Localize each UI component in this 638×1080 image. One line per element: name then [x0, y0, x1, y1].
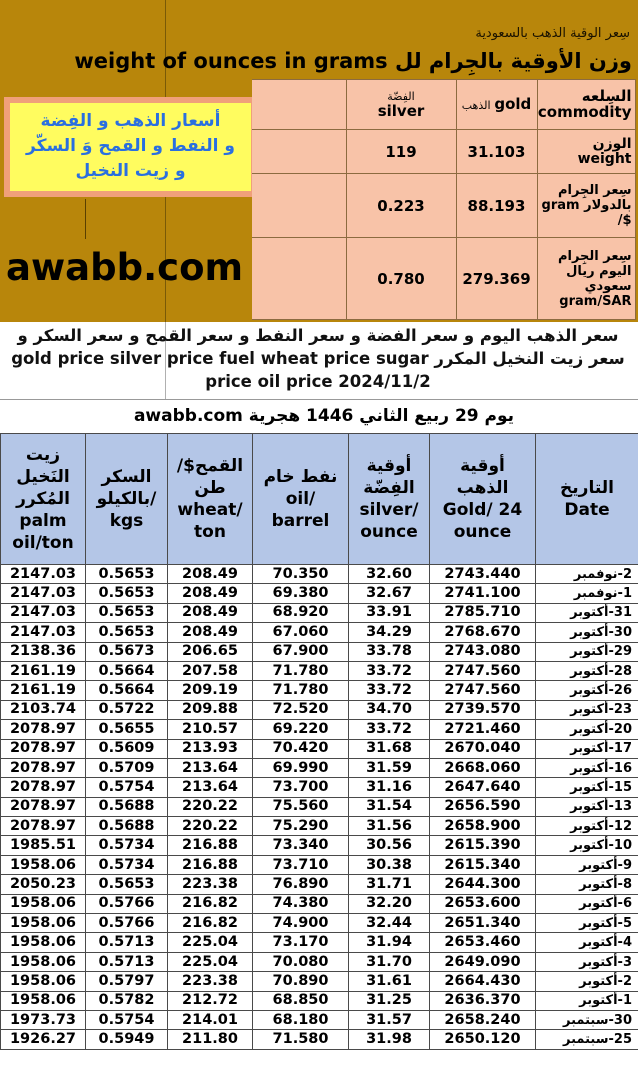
promo-line: و النفط و القمح وَ السكّر — [26, 136, 235, 156]
table-row — [1, 661, 638, 680]
cell-sugar: 0.5782 — [86, 991, 168, 1010]
cell-gold: 2636.370 — [430, 991, 536, 1010]
table-row — [1, 1030, 638, 1049]
cell-gold: 2747.560 — [430, 681, 536, 700]
cell-date: 25-سبتمبر — [536, 1030, 638, 1049]
cell-sugar: 0.5734 — [86, 855, 168, 874]
cell-date: 17-أكتوبر — [536, 739, 638, 758]
cell-palm: 2147.03 — [1, 584, 86, 603]
cell-silver: 31.68 — [349, 739, 430, 758]
banner-title-en: weight of ounces in grams — [74, 49, 388, 73]
cell-wheat: 220.22 — [168, 817, 253, 836]
cell-wheat: 210.57 — [168, 720, 253, 739]
table-row — [1, 603, 638, 622]
cell-wheat: 216.82 — [168, 894, 253, 913]
cell-sugar: 0.5766 — [86, 914, 168, 933]
cell-date: 5-أكتوبر — [536, 914, 638, 933]
cell-palm: 1958.06 — [1, 894, 86, 913]
cell-date: 28-أكتوبر — [536, 661, 638, 680]
row-label: الوزن weight — [537, 130, 635, 174]
cell-sugar: 0.5713 — [86, 952, 168, 971]
cell-wheat: 213.64 — [168, 758, 253, 777]
cell-sugar: 0.5653 — [86, 623, 168, 642]
cell-silver: 31.16 — [349, 778, 430, 797]
cell-sugar: 0.5655 — [86, 720, 168, 739]
cell-sugar: 0.5653 — [86, 875, 168, 894]
cell-gold: 2743.440 — [430, 565, 536, 584]
table-row — [1, 855, 638, 874]
cell-palm: 2078.97 — [1, 739, 86, 758]
cell-date: 16-أكتوبر — [536, 758, 638, 777]
cell-sugar: 0.5673 — [86, 642, 168, 661]
cell-wheat: 216.82 — [168, 914, 253, 933]
cell-wheat: 216.88 — [168, 836, 253, 855]
cell-sugar: 0.5688 — [86, 817, 168, 836]
cell-palm: 2147.03 — [1, 603, 86, 622]
cell-sugar: 0.5949 — [86, 1030, 168, 1049]
cell-palm: 2161.19 — [1, 661, 86, 680]
cell-silver: 33.72 — [349, 681, 430, 700]
cell-oil: 76.890 — [253, 875, 349, 894]
ounce-table-empty-cell — [252, 80, 346, 130]
table-row — [1, 797, 638, 816]
cell-palm: 2078.97 — [1, 778, 86, 797]
cell-date: 31-أكتوبر — [536, 603, 638, 622]
cell-oil: 75.560 — [253, 797, 349, 816]
cell-silver: 32.60 — [349, 565, 430, 584]
date-line — [0, 400, 638, 434]
table-row — [1, 700, 638, 719]
cell-oil: 73.170 — [253, 933, 349, 952]
cell-date: 1-نوفمبر — [536, 584, 638, 603]
cell-palm: 2078.97 — [1, 758, 86, 777]
cell-palm: 2147.03 — [1, 623, 86, 642]
cell-date: 2-أكتوبر — [536, 972, 638, 991]
cell-oil: 69.220 — [253, 720, 349, 739]
cell-gold: 2721.460 — [430, 720, 536, 739]
top-banner — [0, 0, 638, 322]
dateline-site[interactable]: awabb.com — [133, 406, 243, 426]
cell-silver: 31.94 — [349, 933, 430, 952]
col-header-silver: أوقية الفِضّة silver/ ounce — [349, 434, 430, 565]
cell-date: 30-أكتوبر — [536, 623, 638, 642]
cell-sugar: 0.5722 — [86, 700, 168, 719]
cell-silver: 31.57 — [349, 1010, 430, 1029]
cell-silver: 34.70 — [349, 700, 430, 719]
cell-gold: 2658.240 — [430, 1010, 536, 1029]
cell-oil: 73.710 — [253, 855, 349, 874]
description-text: سعر الذهب اليوم و سعر الفضة و سعر النفط و سعر القمح و سعر السكر و سعر زيت النخيل المكرر gold price silver price fuel wheat price sugar price oil price 2024/11/2 — [11, 326, 625, 391]
cell-date: 2-نوفمبر — [536, 565, 638, 584]
table-row — [1, 972, 638, 991]
site-logo-text[interactable]: awabb.com — [6, 246, 244, 289]
cell-oil: 74.380 — [253, 894, 349, 913]
banner-title-ar: وزن الأوقية بالجِرام لل — [394, 49, 632, 73]
col-header-wheat: القمح$/ طن wheat/ ton — [168, 434, 253, 565]
description-block — [0, 322, 638, 400]
cell-oil: 67.900 — [253, 642, 349, 661]
cell-wheat: 208.49 — [168, 565, 253, 584]
cell-gold: 2656.590 — [430, 797, 536, 816]
cell-palm: 1958.06 — [1, 855, 86, 874]
cell-gold: 2664.430 — [430, 972, 536, 991]
cell-gold: 2651.340 — [430, 914, 536, 933]
cell-date: 26-أكتوبر — [536, 681, 638, 700]
cell-date: 6-أكتوبر — [536, 894, 638, 913]
cell-wheat: 207.58 — [168, 661, 253, 680]
cell-oil: 75.290 — [253, 817, 349, 836]
cell-silver: 31.98 — [349, 1030, 430, 1049]
cell-date: 10-أكتوبر — [536, 836, 638, 855]
col-header-gold: أوقية الذهب Gold/ 24 ounce — [430, 434, 536, 565]
silver-header: الفِضّة silver — [346, 80, 456, 130]
cell-palm: 1985.51 — [1, 836, 86, 855]
col-header-palm: زيت النَخيل المُكرر palm oil/ton — [1, 434, 86, 565]
cell-wheat: 213.93 — [168, 739, 253, 758]
cell-wheat: 223.38 — [168, 972, 253, 991]
col-header-date: التاريخ Date — [536, 434, 638, 565]
cell-gold: 2739.570 — [430, 700, 536, 719]
cell-gold: 2649.090 — [430, 952, 536, 971]
ounce-row — [252, 130, 635, 174]
cell-date: 30-سبتمبر — [536, 1010, 638, 1029]
silver-value: 119 — [346, 130, 456, 174]
cell-silver: 32.67 — [349, 584, 430, 603]
table-row — [1, 720, 638, 739]
cell-oil: 71.580 — [253, 1030, 349, 1049]
cell-silver: 33.91 — [349, 603, 430, 622]
cell-gold: 2668.060 — [430, 758, 536, 777]
cell-wheat: 211.80 — [168, 1030, 253, 1049]
table-header-row — [1, 434, 638, 565]
cell-sugar: 0.5664 — [86, 681, 168, 700]
table-row — [1, 681, 638, 700]
cell-palm: 2078.97 — [1, 797, 86, 816]
cell-palm: 2147.03 — [1, 565, 86, 584]
cell-wheat: 225.04 — [168, 933, 253, 952]
cell-oil: 68.850 — [253, 991, 349, 1010]
gold-value: 88.193 — [456, 174, 537, 238]
col-header-sugar: السكر بالكيلو/ kgs — [86, 434, 168, 565]
cell-gold: 2785.710 — [430, 603, 536, 622]
cell-oil: 67.060 — [253, 623, 349, 642]
cell-palm: 2078.97 — [1, 817, 86, 836]
table-row — [1, 1010, 638, 1029]
cell-gold: 2658.900 — [430, 817, 536, 836]
cell-oil: 73.700 — [253, 778, 349, 797]
cell-sugar: 0.5664 — [86, 661, 168, 680]
table-row — [1, 817, 638, 836]
cell-palm: 1958.06 — [1, 952, 86, 971]
cell-oil: 69.380 — [253, 584, 349, 603]
cell-palm: 1958.06 — [1, 972, 86, 991]
cell-date: 13-أكتوبر — [536, 797, 638, 816]
ounce-row — [252, 174, 635, 238]
pointer-line — [85, 199, 86, 239]
cell-gold: 2650.120 — [430, 1030, 536, 1049]
table-row — [1, 952, 638, 971]
cell-gold: 2647.640 — [430, 778, 536, 797]
cell-oil: 72.520 — [253, 700, 349, 719]
cell-gold: 2615.340 — [430, 855, 536, 874]
cell-oil: 70.890 — [253, 972, 349, 991]
gold-value: 279.369 — [456, 238, 537, 320]
cell-silver: 33.72 — [349, 661, 430, 680]
table-row — [1, 894, 638, 913]
cell-wheat: 212.72 — [168, 991, 253, 1010]
promo-box — [4, 97, 257, 197]
cell-gold: 2747.560 — [430, 661, 536, 680]
cell-date: 20-أكتوبر — [536, 720, 638, 739]
cell-sugar: 0.5766 — [86, 894, 168, 913]
cell-sugar: 0.5688 — [86, 797, 168, 816]
cell-date: 4-أكتوبر — [536, 933, 638, 952]
table-row — [1, 933, 638, 952]
cell-date: 9-أكتوبر — [536, 855, 638, 874]
cell-date: 1-أكتوبر — [536, 991, 638, 1010]
cell-date: 12-أكتوبر — [536, 817, 638, 836]
cell-silver: 31.25 — [349, 991, 430, 1010]
cell-silver: 31.71 — [349, 875, 430, 894]
cell-gold: 2615.390 — [430, 836, 536, 855]
cell-oil: 70.420 — [253, 739, 349, 758]
cell-silver: 32.44 — [349, 914, 430, 933]
cell-date: 29-أكتوبر — [536, 642, 638, 661]
table-row — [1, 875, 638, 894]
table-row — [1, 584, 638, 603]
cell-date: 23-أكتوبر — [536, 700, 638, 719]
cell-wheat: 223.38 — [168, 875, 253, 894]
cell-gold: 2653.460 — [430, 933, 536, 952]
col-header-oil: نفط خام oil/ barrel — [253, 434, 349, 565]
cell-wheat: 214.01 — [168, 1010, 253, 1029]
table-row — [1, 642, 638, 661]
cell-sugar: 0.5734 — [86, 836, 168, 855]
table-row — [1, 739, 638, 758]
cell-sugar: 0.5797 — [86, 972, 168, 991]
cell-date: 8-أكتوبر — [536, 875, 638, 894]
cell-date: 15-أكتوبر — [536, 778, 638, 797]
table-row — [1, 758, 638, 777]
cell-wheat: 208.49 — [168, 623, 253, 642]
cell-oil: 70.350 — [253, 565, 349, 584]
banner-title — [0, 49, 632, 79]
hijri-date: يوم 29 ربيع الثاني 1446 هجرية — [248, 406, 515, 426]
cell-wheat: 208.49 — [168, 603, 253, 622]
cell-wheat: 208.49 — [168, 584, 253, 603]
table-row — [1, 565, 638, 584]
cell-gold: 2653.600 — [430, 894, 536, 913]
cell-sugar: 0.5653 — [86, 584, 168, 603]
cell-oil: 70.080 — [253, 952, 349, 971]
cell-sugar: 0.5713 — [86, 933, 168, 952]
gold-header: gold الذهب — [456, 80, 537, 130]
cell-oil: 71.780 — [253, 661, 349, 680]
table-row — [1, 914, 638, 933]
table-row — [1, 991, 638, 1010]
cell-silver: 30.38 — [349, 855, 430, 874]
cell-oil: 73.340 — [253, 836, 349, 855]
cell-palm: 1958.06 — [1, 991, 86, 1010]
cell-gold: 2768.670 — [430, 623, 536, 642]
cell-sugar: 0.5754 — [86, 778, 168, 797]
cell-silver: 31.61 — [349, 972, 430, 991]
commodity-header: السِلعه commodity — [537, 80, 635, 130]
silver-value: 0.780 — [346, 238, 456, 320]
cell-wheat: 209.19 — [168, 681, 253, 700]
silver-value: 0.223 — [346, 174, 456, 238]
prices-table — [0, 433, 638, 1050]
cell-silver: 31.70 — [349, 952, 430, 971]
cell-palm: 2078.97 — [1, 720, 86, 739]
row-label: سِعر الجِرام اليوم ريال سعودي gram/SAR — [537, 238, 635, 320]
cell-palm: 1958.06 — [1, 914, 86, 933]
cell-wheat: 225.04 — [168, 952, 253, 971]
cell-gold: 2670.040 — [430, 739, 536, 758]
ounce-weight-table — [252, 79, 636, 320]
cell-palm: 2138.36 — [1, 642, 86, 661]
table-row — [1, 778, 638, 797]
cell-palm: 2103.74 — [1, 700, 86, 719]
cell-oil: 68.180 — [253, 1010, 349, 1029]
cell-wheat: 206.65 — [168, 642, 253, 661]
cell-silver: 31.56 — [349, 817, 430, 836]
cell-sugar: 0.5653 — [86, 603, 168, 622]
cell-gold: 2644.300 — [430, 875, 536, 894]
cell-silver: 31.54 — [349, 797, 430, 816]
cell-silver: 32.20 — [349, 894, 430, 913]
promo-line: أسعار الذهب و الفِضة — [40, 111, 221, 131]
cell-silver: 30.56 — [349, 836, 430, 855]
gold-value: 31.103 — [456, 130, 537, 174]
cell-sugar: 0.5709 — [86, 758, 168, 777]
cell-palm: 1958.06 — [1, 933, 86, 952]
cell-silver: 33.78 — [349, 642, 430, 661]
table-row — [1, 836, 638, 855]
cell-sugar: 0.5609 — [86, 739, 168, 758]
cell-palm: 2161.19 — [1, 681, 86, 700]
cell-oil: 71.780 — [253, 681, 349, 700]
prices-table-body — [1, 565, 638, 1050]
cell-date: 3-أكتوبر — [536, 952, 638, 971]
cell-silver: 34.29 — [349, 623, 430, 642]
cell-palm: 1926.27 — [1, 1030, 86, 1049]
cell-gold: 2743.080 — [430, 642, 536, 661]
cell-wheat: 216.88 — [168, 855, 253, 874]
ounce-row — [252, 238, 635, 320]
cell-wheat: 213.64 — [168, 778, 253, 797]
table-row — [1, 623, 638, 642]
cell-sugar: 0.5653 — [86, 565, 168, 584]
cell-oil: 74.900 — [253, 914, 349, 933]
row-label: سِعر الجِرام بالدولار gram $/ — [537, 174, 635, 238]
banner-subtitle: سِعر الوقية الذهب بالسعودية — [475, 26, 630, 41]
cell-silver: 31.59 — [349, 758, 430, 777]
cell-oil: 68.920 — [253, 603, 349, 622]
cell-gold: 2741.100 — [430, 584, 536, 603]
promo-line: و زيت النخيل — [75, 161, 186, 181]
cell-sugar: 0.5754 — [86, 1010, 168, 1029]
cell-oil: 69.990 — [253, 758, 349, 777]
cell-palm: 2050.23 — [1, 875, 86, 894]
cell-silver: 33.72 — [349, 720, 430, 739]
cell-wheat: 209.88 — [168, 700, 253, 719]
cell-wheat: 220.22 — [168, 797, 253, 816]
cell-palm: 1973.73 — [1, 1010, 86, 1029]
